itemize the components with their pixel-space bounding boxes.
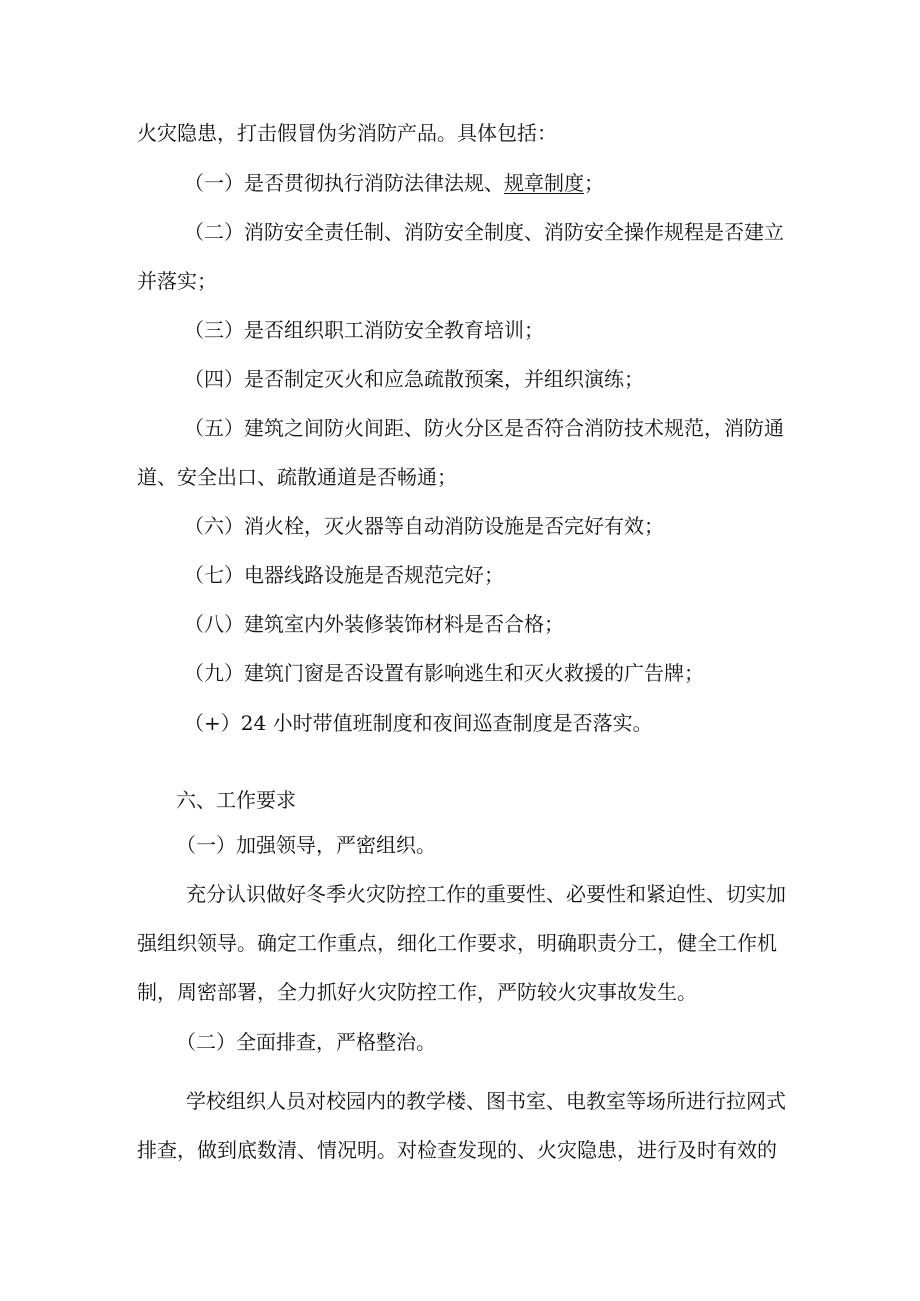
body-paragraph-1-line-3: 制，周密部署，全力抓好火灾防控工作，严防较火灾事故发生。 — [137, 980, 697, 1004]
checklist-item-2-continuation: 并落实； — [137, 269, 217, 293]
checklist-item-7: （七）电器线路设施是否规范完好； — [184, 563, 504, 587]
body-paragraph-1-line-1: 充分认识做好冬季火灾防控工作的重要性、必要性和紧迫性、切实加 — [186, 882, 786, 906]
subsection-heading-1: （一）加强领导，严密组织。 — [176, 833, 436, 857]
checklist-item-6: （六）消火栓，灭火器等自动消防设施是否完好有效； — [184, 514, 664, 538]
checklist-item-3: （三）是否组织职工消防安全教育培训； — [184, 318, 544, 342]
checklist-item-10: （+）24 小时带值班制度和夜间巡查制度是否落实。 — [184, 711, 653, 735]
checklist-item-9: （九）建筑门窗是否设置有影响逃生和灭火救援的广告牌； — [184, 661, 704, 685]
checklist-item-5: （五）建筑之间防火间距、防火分区是否符合消防技术规范，消防通 — [184, 416, 784, 440]
body-paragraph-2-line-1: 学校组织人员对校园内的教学楼、图书室、电教室等场所进行拉网式 — [186, 1089, 786, 1113]
section-heading-work-requirements: 六、工作要求 — [176, 788, 296, 812]
checklist-item-5-continuation: 道、安全出口、疏散通道是否畅通； — [137, 465, 457, 489]
checklist-item-1-text: （一）是否贯彻执行消防法律法规、 — [184, 171, 504, 195]
checklist-item-1 — [184, 170, 920, 196]
underlined-term: 规章制度 — [504, 171, 584, 195]
checklist-item-1-punctuation: ； — [584, 171, 604, 195]
body-paragraph-1-line-2: 强组织领导。确定工作重点，细化工作要求，明确职责分工，健全工作机 — [137, 931, 777, 955]
checklist-item-8: （八）建筑室内外装修装饰材料是否合格； — [184, 612, 564, 636]
body-paragraph-2-line-2: 排查，做到底数清、情况明。对检查发现的、火灾隐患，进行及时有效的 — [137, 1138, 777, 1162]
checklist-item-4: （四）是否制定灭火和应急疏散预案，并组织演练； — [184, 367, 644, 391]
checklist-item-2: （二）消防安全责任制、消防安全制度、消防安全操作规程是否建立 — [184, 220, 784, 244]
paragraph-line-1: 火灾隐患，打击假冒伪劣消防产品。具体包括： — [137, 121, 557, 145]
subsection-heading-2: （二）全面排查，严格整治。 — [176, 1030, 436, 1054]
